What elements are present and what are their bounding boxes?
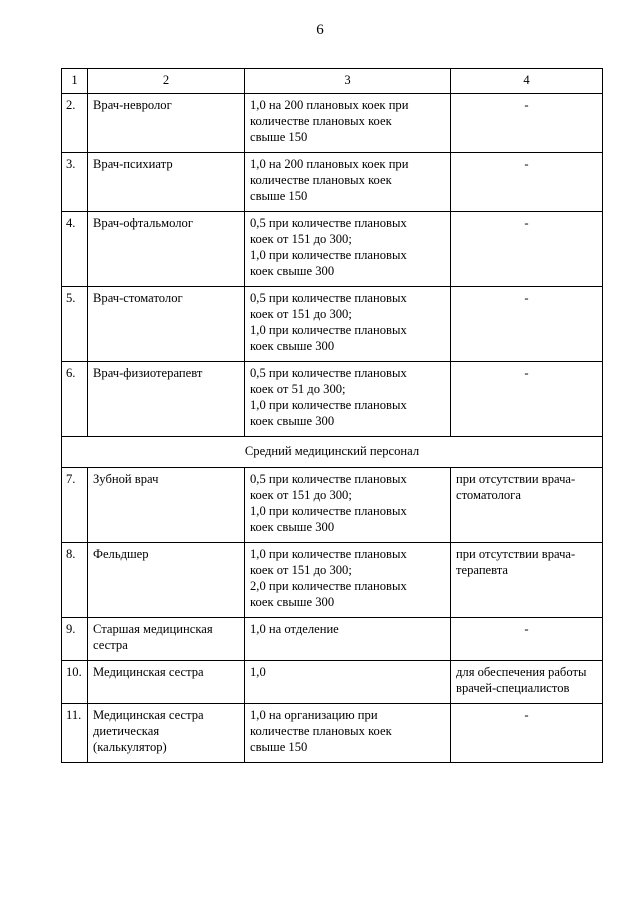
row-number: 3. [62,153,88,212]
staffing-norm-line: коек от 51 до 300; [250,382,346,396]
position-title-line: Медицинская сестра [93,708,204,722]
staffing-norm-line: 1,0 при количестве плановых [250,547,407,561]
row-note-line: - [524,366,529,380]
row-note [451,543,603,618]
page-number: 6 [316,22,324,38]
staffing-table [61,68,603,763]
table-row [62,362,603,437]
position-title [88,287,245,362]
staffing-norm [245,94,451,153]
position-title-line: Врач-психиатр [93,157,173,171]
staffing-norm [245,661,451,704]
position-title [88,362,245,437]
row-note [451,212,603,287]
row-note [451,362,603,437]
staffing-norm-line: свыше 150 [250,189,308,203]
position-title [88,468,245,543]
row-note [451,94,603,153]
staffing-norm [245,212,451,287]
position-title-line: Медицинская сестра [93,665,204,679]
staffing-norm-line: 0,5 при количестве плановых [250,472,407,486]
row-note-line: - [524,622,529,636]
staffing-norm-line: 2,0 при количестве плановых [250,579,407,593]
position-title-line: Старшая медицинская [93,622,213,636]
staffing-norm-line: свыше 150 [250,740,308,754]
position-title [88,543,245,618]
staffing-norm-line: 0,5 при количестве плановых [250,291,407,305]
table-row [62,704,603,763]
row-note-line: врачей-специалистов [456,681,570,695]
row-note-line: - [524,291,529,305]
staffing-norm-line: 1,0 [250,665,266,679]
row-number: 11. [62,704,88,763]
position-title [88,704,245,763]
staffing-norm [245,153,451,212]
row-note-line: для обеспечения работы [456,665,587,679]
staffing-norm-line: 1,0 на 200 плановых коек при [250,157,409,171]
row-note-line: при отсутствии врача- [456,547,576,561]
staffing-norm-line: 0,5 при количестве плановых [250,366,407,380]
row-note-line: стоматолога [456,488,521,502]
row-note-line: - [524,216,529,230]
staffing-norm-line: 1,0 при количестве плановых [250,398,407,412]
staffing-norm [245,618,451,661]
row-number: 4. [62,212,88,287]
row-note [451,704,603,763]
position-title-line: сестра [93,638,128,652]
staffing-norm-line: 1,0 при количестве плановых [250,323,407,337]
row-note [451,153,603,212]
position-title-line: Врач-физиотерапевт [93,366,203,380]
position-title [88,94,245,153]
row-note [451,618,603,661]
staffing-norm-line: свыше 150 [250,130,308,144]
staffing-norm-line: 1,0 при количестве плановых [250,248,407,262]
position-title [88,661,245,704]
row-number: 9. [62,618,88,661]
row-note-line: терапевта [456,563,509,577]
staffing-norm-line: 1,0 при количестве плановых [250,504,407,518]
table-row [62,543,603,618]
staffing-norm-line: количестве плановых коек [250,114,392,128]
staffing-norm-line: коек свыше 300 [250,520,335,534]
position-title-line: (калькулятор) [93,740,167,754]
staffing-norm [245,468,451,543]
staffing-norm-line: 0,5 при количестве плановых [250,216,407,230]
row-note [451,661,603,704]
row-number: 6. [62,362,88,437]
staffing-norm-line: коек от 151 до 300; [250,232,352,246]
header-col-1: 1 [62,69,88,94]
row-number: 10. [62,661,88,704]
row-number: 5. [62,287,88,362]
staffing-norm [245,704,451,763]
row-note-line: при отсутствии врача- [456,472,576,486]
row-number: 2. [62,94,88,153]
row-note [451,468,603,543]
staffing-norm-line: коек от 151 до 300; [250,307,352,321]
section-row [62,437,603,468]
row-number: 8. [62,543,88,618]
staffing-norm-line: 1,0 на организацию при [250,708,378,722]
position-title-line: Зубной врач [93,472,159,486]
header-col-3: 3 [245,69,451,94]
staffing-table-body [62,69,603,763]
section-title: Средний медицинский персонал [62,437,603,468]
header-col-4: 4 [451,69,603,94]
row-note-line: - [524,157,529,171]
position-title [88,618,245,661]
table-row [62,468,603,543]
position-title-line: диетическая [93,724,160,738]
staffing-norm-line: количестве плановых коек [250,173,392,187]
staffing-norm-line: коек свыше 300 [250,414,335,428]
position-title-line: Врач-невролог [93,98,172,112]
table-header-row [62,69,603,94]
table-row [62,153,603,212]
staffing-norm-line: 1,0 на 200 плановых коек при [250,98,409,112]
staffing-norm [245,362,451,437]
staffing-norm-line: 1,0 на отделение [250,622,339,636]
staffing-norm-line: количестве плановых коек [250,724,392,738]
position-title-line: Врач-офтальмолог [93,216,193,230]
staffing-norm-line: коек свыше 300 [250,264,335,278]
header-col-2: 2 [88,69,245,94]
table-row [62,287,603,362]
staffing-norm [245,287,451,362]
row-note-line: - [524,708,529,722]
position-title-line: Врач-стоматолог [93,291,183,305]
staffing-norm-line: коек от 151 до 300; [250,488,352,502]
row-note-line: - [524,98,529,112]
row-number: 7. [62,468,88,543]
table-row [62,618,603,661]
table-row [62,94,603,153]
table-row [62,212,603,287]
table-row [62,661,603,704]
staffing-norm-line: коек свыше 300 [250,595,335,609]
position-title-line: Фельдшер [93,547,149,561]
position-title [88,153,245,212]
staffing-norm [245,543,451,618]
row-note [451,287,603,362]
staffing-norm-line: коек от 151 до 300; [250,563,352,577]
position-title [88,212,245,287]
staffing-norm-line: коек свыше 300 [250,339,335,353]
